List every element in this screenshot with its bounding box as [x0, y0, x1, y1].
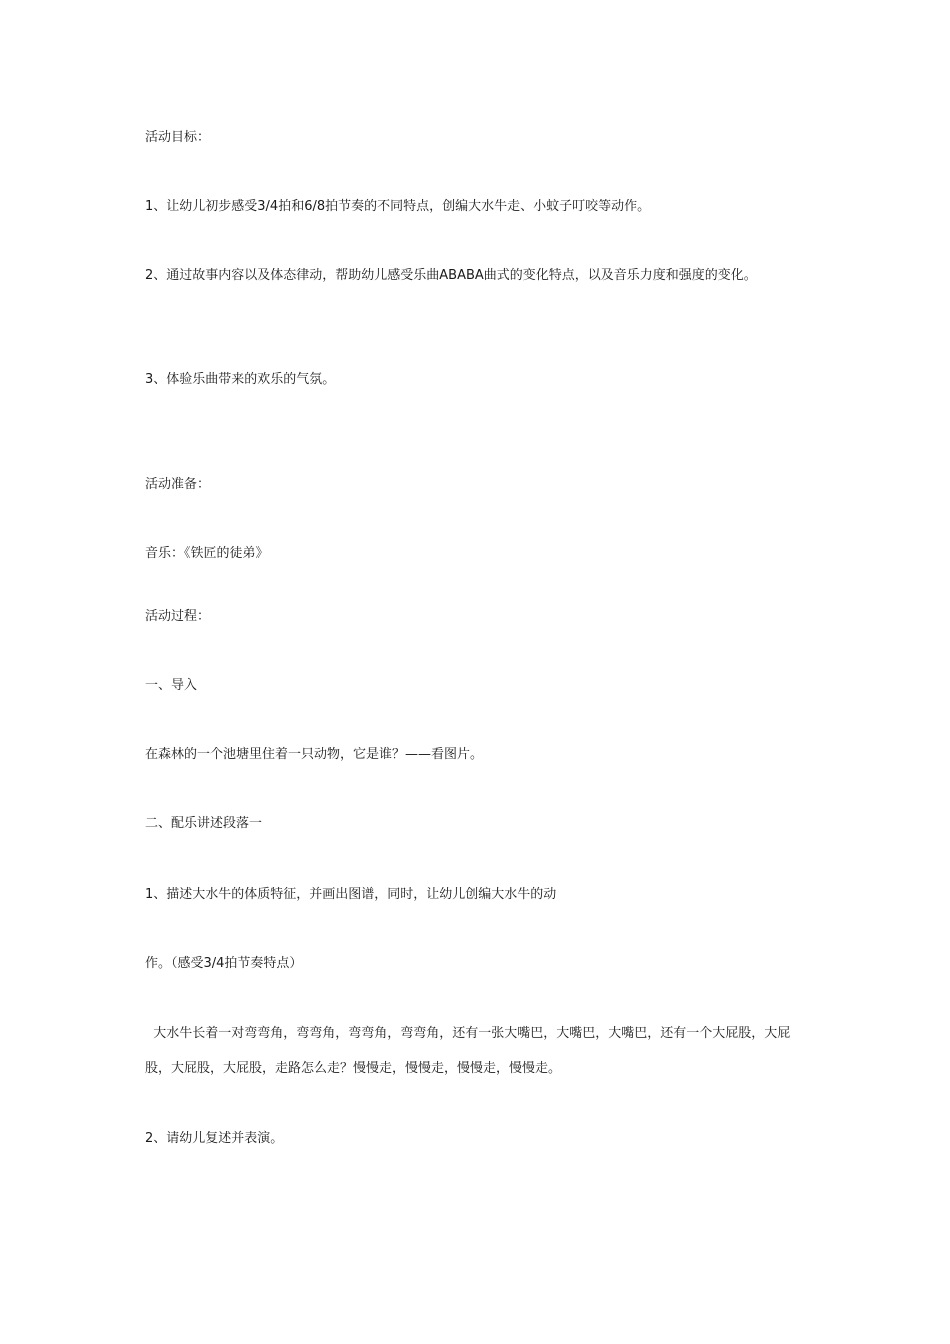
story-paragraph: 大水牛长着一对弯弯角，弯弯角，弯弯角，弯弯角，还有一张大嘴巴，大嘴巴，大嘴巴，还有一个大屁股，大屁股，大屁股，大屁股，走路怎么走？慢慢走，慢慢走，慢慢走，慢慢走。: [145, 1026, 791, 1076]
goal-1: 1、让幼儿初步感受3/4拍和6/8拍节奏的不同特点，创编大水牛走、小蚊子叮咬等动作。: [145, 199, 651, 214]
step-2-item-1-line1: 1、描述大水牛的体质特征，并画出图谱，同时，让幼儿创编大水牛的动: [145, 887, 557, 902]
step-2-item-1-line2: 作。（感受3/4拍节奏特点）: [145, 956, 303, 971]
step-1-text: 在森林的一个池塘里住着一只动物，它是谁？——看图片。: [145, 747, 484, 762]
goal-3: 3、体验乐曲带来的欢乐的气氛。: [145, 372, 336, 387]
prep-heading: 活动准备：: [145, 477, 211, 492]
music-line: 音乐：《铁匠的徒弟》: [145, 546, 269, 561]
step-1-title: 一、导入: [145, 678, 198, 693]
step-2-item-2: 2、请幼儿复述并表演。: [145, 1131, 284, 1146]
goal-2: 2、通过故事内容以及体态律动，帮助幼儿感受乐曲ABABA曲式的变化特点，以及音乐力度和强度的变化。: [145, 268, 757, 283]
step-2-title: 二、配乐讲述段落一: [145, 816, 263, 831]
goals-heading: 活动目标：: [145, 130, 211, 145]
process-heading: 活动过程：: [145, 609, 211, 624]
